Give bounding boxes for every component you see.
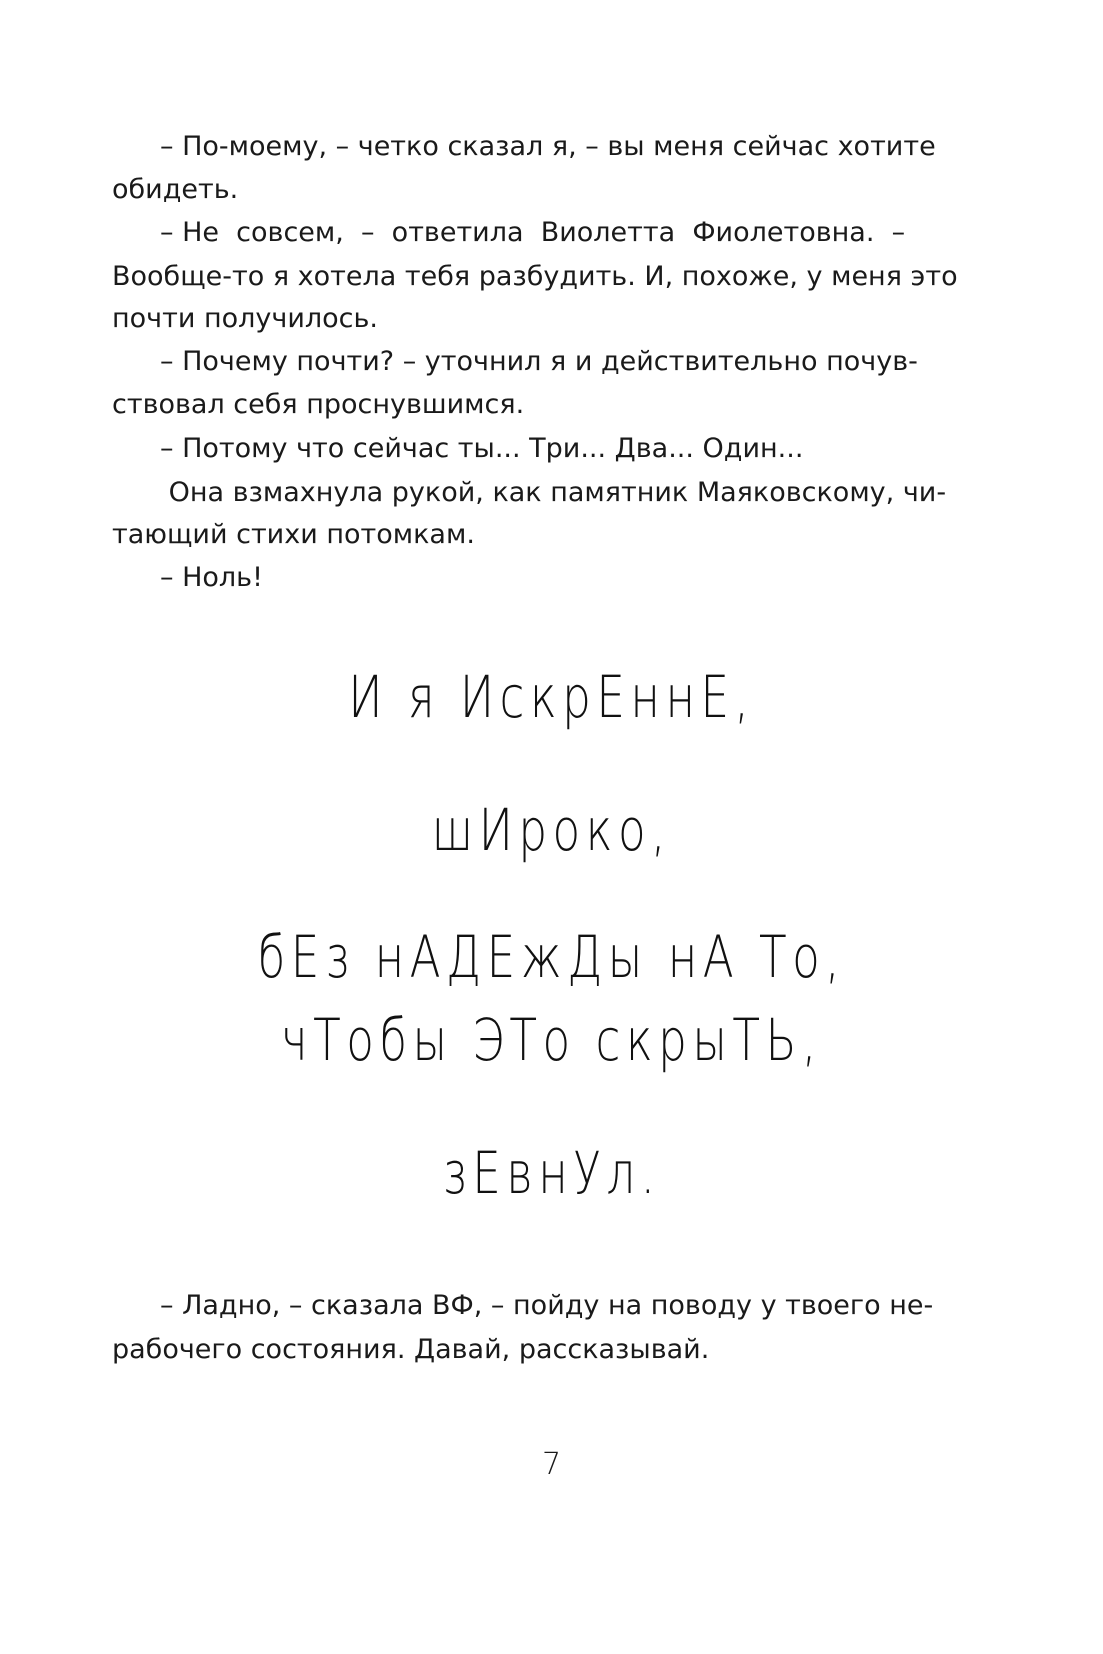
text-line: рабочего состояния. Давай, рассказывай. bbox=[112, 1334, 710, 1365]
display-line: зЕвнУл. bbox=[442, 1139, 661, 1207]
display-line: чТобы ЭТо скрыТЬ, bbox=[280, 1006, 822, 1074]
text-line: – По-моему, – четко сказал я, – вы меня сейчас хотите bbox=[160, 131, 936, 162]
display-line: шИроко, bbox=[431, 796, 671, 864]
text-line: – Потому что сейчас ты... Три... Два... Один... bbox=[160, 433, 804, 464]
page-number: 7 bbox=[541, 1447, 562, 1482]
text-line: – Не совсем, – ответила Виолетта Фиолетовна. – bbox=[160, 217, 906, 248]
display-line: бЕз нАДЕжДы нА То, bbox=[257, 923, 846, 991]
text-line: Она взмахнула рукой, как памятник Маяковскому, чи- bbox=[160, 477, 947, 508]
text-line: ствовал себя проснувшимся. bbox=[112, 389, 525, 420]
text-line: тающий стихи потомкам. bbox=[112, 519, 475, 550]
text-line: – Ноль! bbox=[160, 562, 263, 593]
text-line: обидеть. bbox=[112, 174, 239, 205]
text-line: – Ладно, – сказала ВФ, – пойду на поводу у твоего не- bbox=[160, 1290, 934, 1321]
text-line: – Почему почти? – уточнил я и действительно почув- bbox=[160, 346, 918, 377]
text-line: Вообще-то я хотела тебя разбудить. И, похоже, у меня это bbox=[112, 261, 958, 292]
display-line: И я ИскрЕннЕ, bbox=[348, 663, 755, 731]
text-line: почти получилось. bbox=[112, 303, 379, 334]
